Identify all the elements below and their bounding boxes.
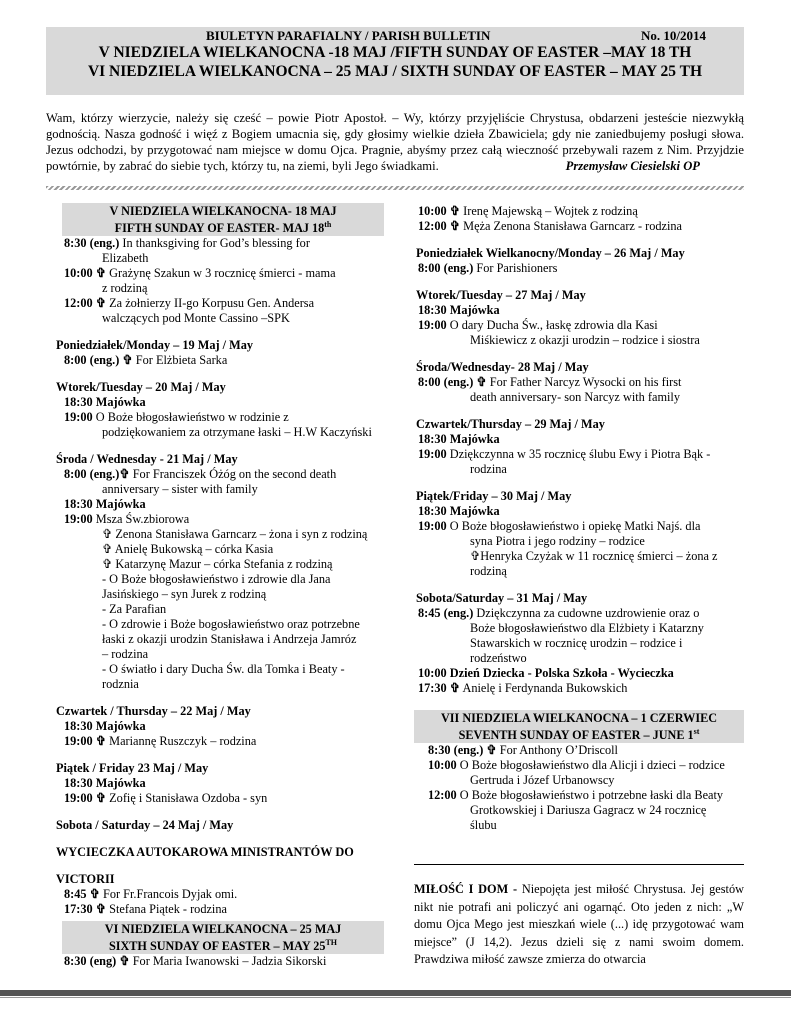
mass-line [46,467,386,482]
mass-time: 8:00 (eng.) ✞ [64,353,133,368]
mass-line [414,390,746,405]
mass-time: 8:45 (eng.) [418,606,474,620]
mass-intention: ✞ Zenona Stanisława Garncarz – żona i syn z rodziną [102,527,368,542]
right-mass-list [414,204,746,696]
mass-time: 18:30 Majówka [64,395,146,410]
mass-line [46,734,386,749]
mass-line [46,902,386,917]
mass-intention: Msza Św.zbiorowa [95,512,190,527]
mass-line [414,788,746,803]
mass-intention: O dary Ducha Św., łaskę zdrowia dla Kasi [449,318,658,332]
mass-line [46,236,386,251]
day-heading [414,489,746,504]
mass-intention: In thanksgiving for God’s blessing for [122,236,310,251]
mass-intention: Mariannę Ruszczyk – rodzina [109,734,257,749]
mass-line [414,219,746,234]
mass-time: 18:30 Majówka [418,432,500,446]
left-mass-list [46,236,386,917]
intro-text: Wam, którzy wierzycie, należy się cześć – powie Piotr Apostoł. – Wy, którzy przyjęliście Chrystusa, obdarzeni jesteście niezwykłą godnością. Nasza godność i więź z Bogiem umacnia się, gdy głosimy wielkie dzieła Zbawiciela; gdy nie zaniedbujemy posługi słowa. Jezus odchodzi, by przygotować nam miejsce w domu Ojca. Pragnie, abyśmy przez całą wieczność przebywali razem z Nim. Przyjdzie powtórnie, by zabrać do siebie tych, którzy tu, na ziemi, byli Jego świadkami. [46,111,744,173]
mass-line [414,606,746,621]
day-heading-text: Czwartek/Thursday – 29 Maj / May [416,417,605,431]
mass-intention: Stefana Piątek - rodzina [109,902,227,917]
day-heading-text: WYCIECZKA AUTOKAROWA MINISTRANTÓW DO [56,845,354,860]
box-title-en: SEVENTH SUNDAY OF EASTER – JUNE 1st [458,727,700,743]
mass-time: 19:00 ✞ [64,734,107,749]
day-heading [46,872,386,887]
right-column [414,204,746,833]
mass-time: 19:00 [418,519,447,533]
bottom-rule [0,990,791,996]
mass-intention: ✞Henryka Czyżak w 11 rocznicę śmierci – żona z [470,549,718,563]
mass-time: 12:00 [428,788,457,803]
mass-line [414,303,746,318]
mass-line [414,681,746,696]
mass-intention: ✞ Anielę Bukowską – córka Kasia [102,542,274,557]
mass-line [46,266,386,281]
bulletin-header [46,27,744,95]
mass-intention: O Boże błogosławieństwo dla Alicji i dzieci – rodzice [459,758,725,773]
mass-intention: ✞ Katarzynę Mazur – córka Stefania z rodziną [102,557,333,572]
mass-time: 8:00 (eng.)✞ [64,467,130,482]
day-heading-text: Poniedziałek Wielkanocny/Monday – 26 Maj / May [416,246,685,260]
mass-intention: rodziną [470,564,507,578]
mass-line [46,482,386,497]
mass-intention: Elizabeth [102,251,149,266]
intro-author: Przemysław Ciesielski OP [565,159,700,173]
mass-line [46,776,386,791]
mass-line [414,375,746,390]
day-heading-text: Wtorek/Tuesday – 20 Maj / May [56,380,226,395]
mass-intention: Anielę i Ferdynanda Bukowskich [462,681,628,695]
mass-intention: Boże błogosławieństwo dla Elżbiety i Katarzny [470,621,704,635]
day-heading-text: Piątek/Friday – 30 Maj / May [416,489,572,503]
box-title-pl: VI NIEDZIELA WIELKANOCNA – 25 MAJ [104,922,342,937]
mass-intention: For Anthony O’Driscoll [499,743,618,758]
day-heading-text: Środa/Wednesday- 28 Maj / May [416,360,589,374]
sunday-box-may-25 [62,921,384,954]
mass-time: 19:00 [64,512,93,527]
bulletin-number: No. 10/2014 [641,28,706,43]
mass-intention: Dziękczynna w 35 rocznicę ślubu Ewy i Piotra Bąk - [449,447,711,461]
mass-intention: Za żołnierzy II-go Korpusu Gen. Andersa [109,296,315,311]
mass-time: 8:00 (eng.) [418,261,474,275]
mass-line [46,719,386,734]
day-heading [46,761,386,776]
mass-intention: Zofię i Stanisława Ozdoba - syn [109,791,268,806]
mass-line [414,564,746,579]
mass-line [46,632,386,647]
sunday-box-june-1 [414,710,744,743]
mass-line [414,447,746,462]
mass-line [414,204,746,219]
mass-intention: For Elżbieta Sarka [135,353,228,368]
mass-time: 8:30 (eng.) ✞ [428,743,497,758]
mass-line [414,504,746,519]
mass-intention: - O Boże błogosławieństwo i zdrowie dla Jana [102,572,331,587]
mass-intention: Jasińskiego – syn Jurek z rodziną [102,587,267,602]
mass-line [46,662,386,677]
mass-line [414,534,746,549]
mass-line [46,251,386,266]
mass-time: 19:00 ✞ [64,791,107,806]
mass-time: 12:00 ✞ [64,296,107,311]
mass-intention: z rodziną [102,281,148,296]
mass-line [414,666,746,681]
header-line-2: V NIEDZIELA WIELKANOCNA -18 MAJ /FIFTH SUNDAY OF EASTER –MAY 18 TH [98,44,692,61]
decorative-divider [46,186,744,190]
mass-line [414,758,746,773]
mass-line [46,296,386,311]
mass-line [46,512,386,527]
mass-line [414,519,746,534]
mass-line [414,621,746,636]
mass-intention: - Za Parafian [102,602,167,617]
box-title-pl: VII NIEDZIELA WIELKANOCNA – 1 CZERWIEC [441,711,717,725]
mass-line [414,432,746,447]
mass-line [46,425,386,440]
mass-line [46,602,386,617]
mass-time: 10:00 ✞ [64,266,107,281]
left-column [46,203,386,969]
sunday-box-may-18 [62,203,384,236]
mass-line [46,527,386,542]
mass-line [46,647,386,662]
day-heading-text: VICTORII [56,872,115,887]
love-and-home-paragraph [414,881,744,969]
day-heading-text: Czwartek / Thursday – 22 Maj / May [56,704,251,719]
mass-time: 10:00 [428,758,457,773]
mass-time: 17:30 ✞ [418,681,461,695]
mass-line [414,333,746,348]
mass-intention: For Franciszek Óżóg on the second death [132,467,337,482]
mass-intention: Grotkowskiej i Dariusza Gagracz w 24 rocznicę [470,803,707,818]
mass-line [46,395,386,410]
mass-time: 18:30 Majówka [418,504,500,518]
mass-intention: anniversary – sister with family [102,482,258,497]
mass-time: 10:00 ✞ [418,204,461,218]
mass-intention: death anniversary- son Narcyz with family [470,390,680,404]
mass-intention: For Father Narcyz Wysocki on his first [489,375,682,389]
mass-line [414,549,746,564]
mass-time: 19:00 [418,318,447,332]
love-text: Niepojęta jest miłość Chrystusa. Jej gestów nikt nie potrafi ani policzyć ani ogarnąć. Oto jeden z nich: „W domu Ojca Mego jest mieszkań wiele (...) idę przygotować wam miejsce” (J 14,2). Jezus dzieli się z nami swoim domem. Prawdziwa miłość zawsze zmierza do otwarcia [414,882,744,967]
mass-line [46,617,386,632]
mass-line [46,791,386,806]
mass-time: 8:30 (eng.) [64,236,120,251]
mass-line [414,462,746,477]
mass-line [46,887,386,902]
day-heading-text: Poniedziałek/Monday – 19 Maj / May [56,338,254,353]
day-heading [46,818,386,833]
mass-line [46,572,386,587]
mass-intention: Gertruda i Józef Urbanowscy [470,773,615,788]
day-heading-text: Środa / Wednesday - 21 Maj / May [56,452,238,467]
mass-intention: – rodzina [102,647,149,662]
mass-line [414,318,746,333]
mass-line [414,773,746,788]
mass-time: 10:00 Dzień Dziecka - Polska Szkoła - Wycieczka [418,666,674,680]
love-heading: MIŁOŚĆ I DOM - [414,882,518,896]
mass-intention: łaski z okazji urodzin Stanisława i Andrzeja Jamróz [102,632,357,647]
day-heading [46,380,386,395]
mass-intention: Męża Zenona Stanisława Garncarz - rodzina [463,219,683,233]
mass-time: 18:30 Majówka [64,497,146,512]
mass-intention: rodznia [102,677,139,692]
mass-intention: Grażynę Szakun w 3 rocznicę śmierci - mama [109,266,336,281]
day-heading [46,338,386,353]
mass-time: 12:00 ✞ [418,219,461,233]
mass-time: 19:00 [64,410,93,425]
mass-line: 8:30 (eng) ✞ For Maria Iwanowski – Jadzia Sikorski [64,954,327,969]
mass-time: 18:30 Majówka [418,303,500,317]
mass-time: 8:00 (eng.) ✞ [418,375,487,389]
mass-intention: rodzina [470,462,507,476]
mass-line [414,803,746,818]
mass-time: 18:30 Majówka [64,776,146,791]
day-heading [46,704,386,719]
mass-intention: For Parishioners [476,261,558,275]
mass-line [414,636,746,651]
mass-line [46,410,386,425]
day-heading-text: Sobota / Saturday – 24 Maj / May [56,818,234,833]
mass-time: 8:45 ✞ [64,887,100,902]
day-heading-text: Wtorek/Tuesday – 27 Maj / May [416,288,586,302]
mass-line [46,353,386,368]
mass-intention: For Fr.Francois Dyjak omi. [103,887,238,902]
day-heading [46,845,386,860]
mass-line [46,311,386,326]
mass-intention: podziękowaniem za otrzymane łaski – H.W Kaczyński [102,425,372,440]
day-heading [414,288,746,303]
mass-intention: rodzeństwo [470,651,527,665]
mass-intention: ślubu [470,818,497,833]
mass-intention: - O światło i dary Ducha Św. dla Tomka i Beaty - [102,662,345,677]
mass-line [46,281,386,296]
column-separator [414,864,744,865]
mass-intention: Dziękczynna za cudowne uzdrowienie oraz o [476,606,700,620]
mass-line [414,261,746,276]
intro-paragraph [46,110,744,174]
mass-line [414,743,746,758]
bottom-rule-thin [0,997,791,998]
mass-line [414,651,746,666]
mass-line [46,497,386,512]
day-heading [414,591,746,606]
mass-time: 19:00 [418,447,447,461]
mass-intention: O Boże błogosławieństwo w rodzinie z [95,410,289,425]
mass-line [46,542,386,557]
day-heading [414,360,746,375]
day-heading-text: Sobota/Saturday – 31 Maj / May [416,591,588,605]
mass-intention: syna Piotra i jego rodziny – rodzice [470,534,645,548]
mass-time: 18:30 Majówka [64,719,146,734]
day-heading-text: Piątek / Friday 23 Maj / May [56,761,209,776]
mass-intention: walczących pod Monte Cassino –SPK [102,311,290,326]
mass-line [46,677,386,692]
mass-intention: Miśkiewicz z okazji urodzin – rodzice i siostra [470,333,700,347]
mass-intention: O Boże błogosławieństwo i opiekę Matki Najś. dla [449,519,701,533]
right-mass-list-2 [414,743,746,833]
bulletin-title: BIULETYN PARAFIALNY / PARISH BULLETIN [206,28,491,43]
mass-intention: - O zdrowie i Boże bogosławieństwo oraz potrzebne [102,617,360,632]
box-title-pl: V NIEDZIELA WIELKANOCNA- 18 MAJ [109,204,337,218]
mass-intention: Irenę Majewską – Wojtek z rodziną [463,204,638,218]
mass-intention: Stawarskich w rocznicę urodzin – rodzice i [470,636,683,650]
mass-time: 17:30 ✞ [64,902,107,917]
day-heading [414,246,746,261]
day-heading [46,452,386,467]
mass-line [46,557,386,572]
box-title-en: SIXTH SUNDAY OF EASTER – MAY 25TH [108,938,338,954]
box-title-en: FIFTH SUNDAY OF EASTER- MAJ 18th [114,220,332,236]
day-heading [414,417,746,432]
header-line-3: VI NIEDZIELA WIELKANOCNA – 25 MAJ / SIXTH SUNDAY OF EASTER – MAY 25 TH [87,63,703,80]
mass-line [414,818,746,833]
mass-intention: O Boże błogosławieństwo i potrzebne łaski dla Beaty [459,788,724,803]
mass-line [46,587,386,602]
